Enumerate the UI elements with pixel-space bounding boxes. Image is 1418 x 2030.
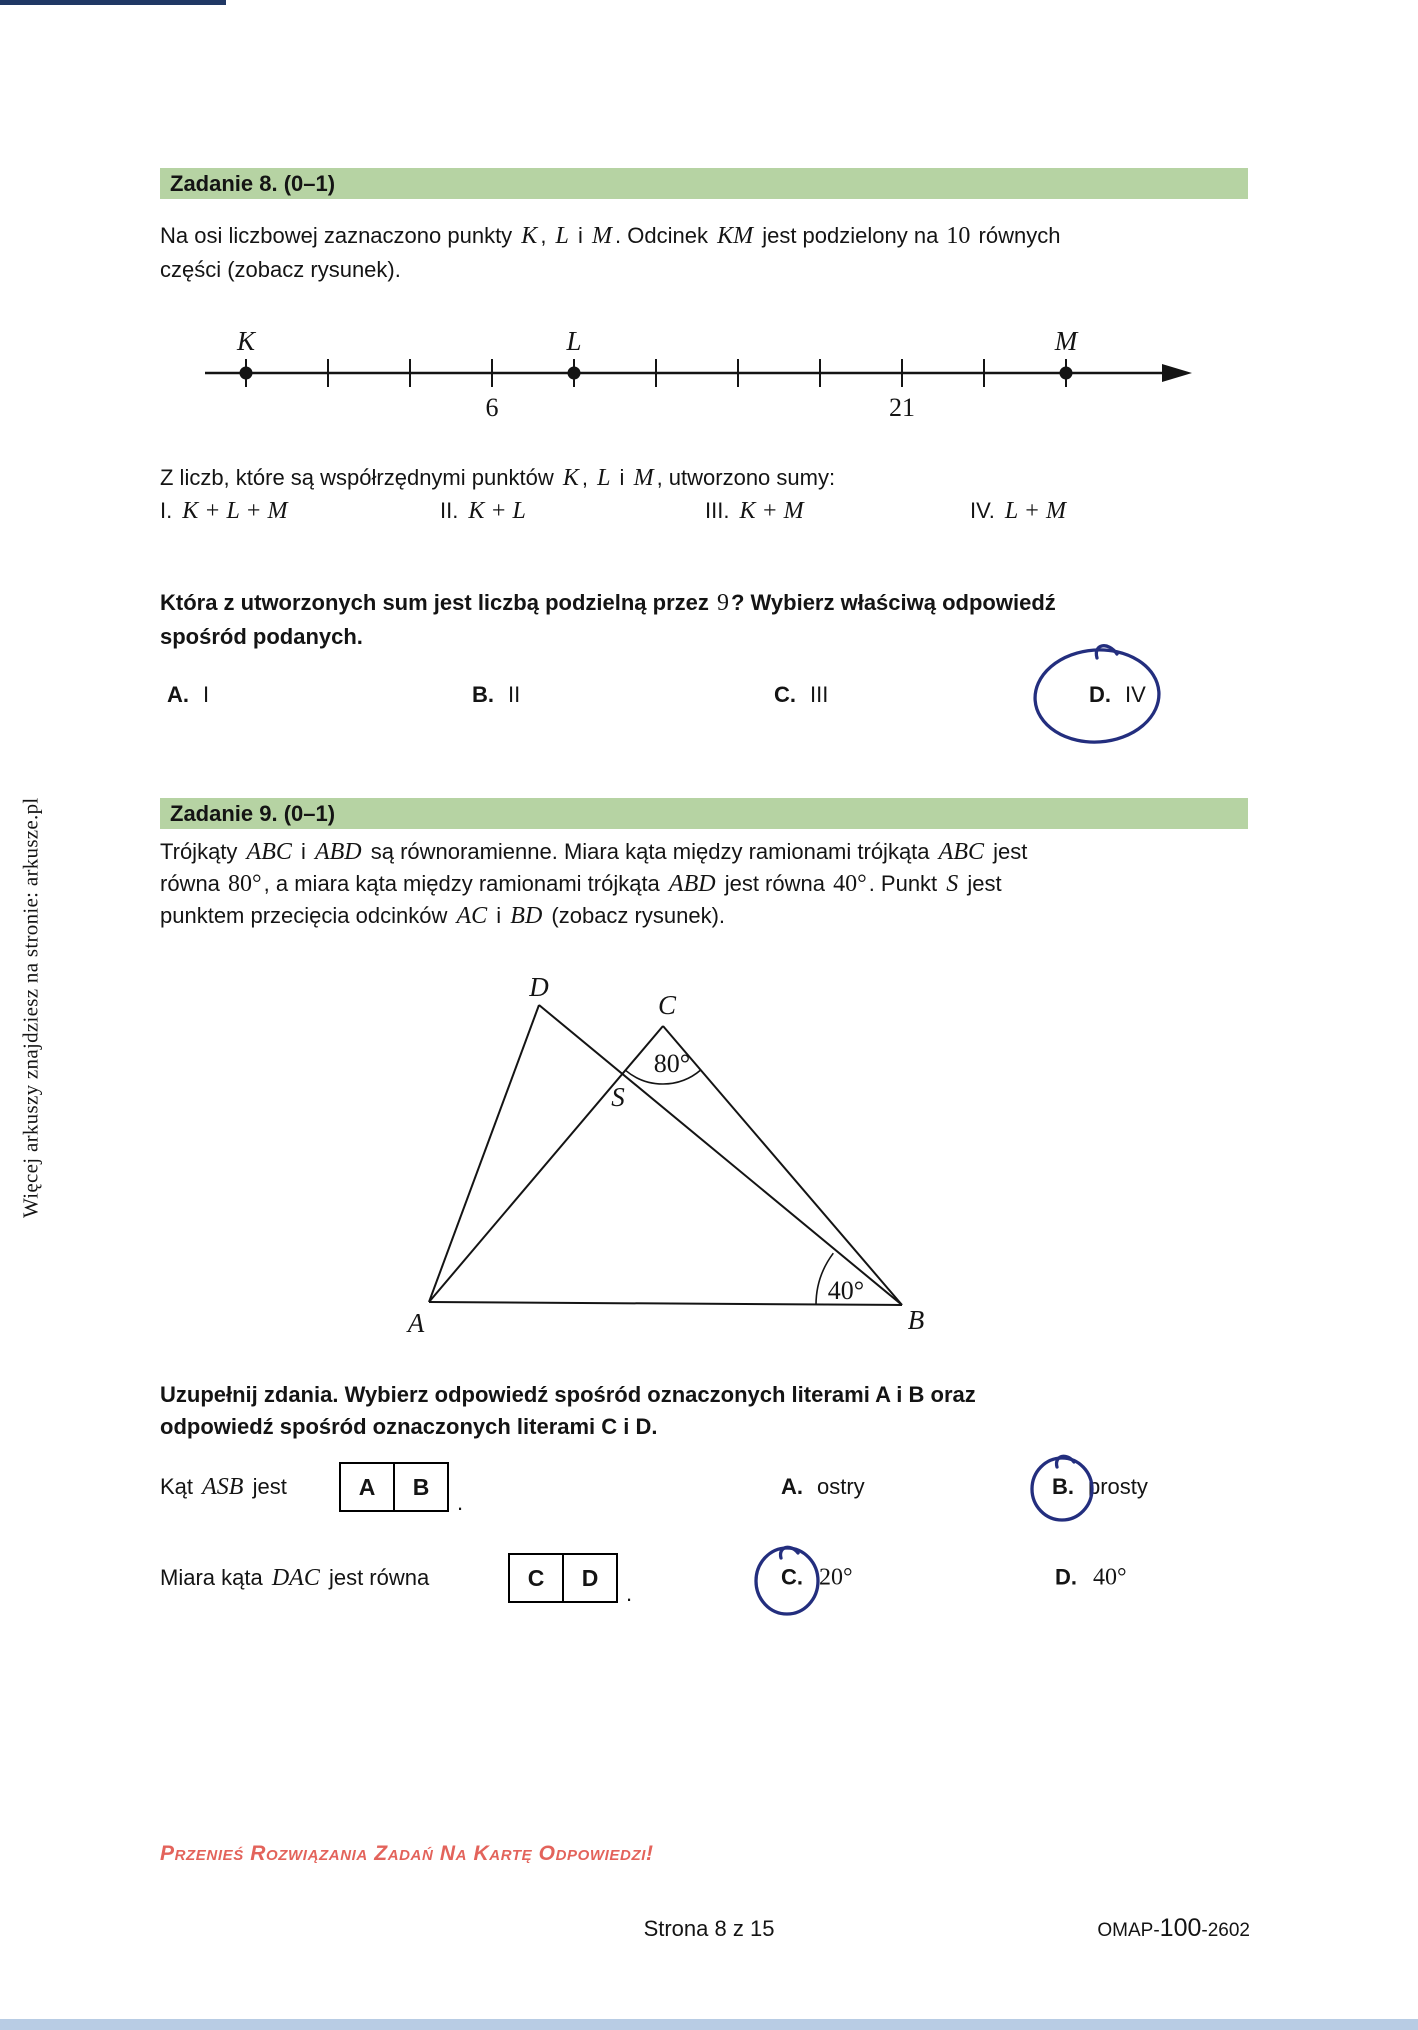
vertex-a-label: A [407, 1308, 425, 1338]
sum-item-3 [705, 498, 804, 525]
bottom-bar [0, 2019, 1418, 2030]
answer-option-a [167, 682, 209, 708]
document-code-mid: 100 [1159, 1914, 1202, 1942]
task9-intro-line2: równa 80°, a miara kąta między ramionami trójkąta ABD jest równa 40°. Punkt S jest [160, 871, 1002, 897]
sum-item-1 [160, 498, 288, 525]
number-line-figure [160, 320, 1240, 422]
task9-instruction-line1: Uzupełnij zdania. Wybierz odpowiedź spośród oznaczonych literami A i B oraz [160, 1382, 976, 1407]
task8-coords-line: Z liczb, które są współrzędnymi punktów K , L i M , utworzono sumy: [160, 465, 836, 491]
fill2-option-d [1055, 1565, 1129, 1592]
fill1-choice-box [339, 1462, 449, 1512]
sum-label: IV. [970, 498, 995, 523]
answer-value: prosty [1088, 1474, 1148, 1499]
task8-intro-line1: Na osi liczbowej zaznaczono punkty K , L i M . Odcinek KM jest podzielony na 10 równych [160, 223, 1061, 249]
page-number: Strona 8 z 15 [643, 1916, 775, 1941]
fill2-period: . [626, 1581, 633, 1606]
answer-value: I [203, 682, 210, 707]
sum-label: III. [705, 498, 730, 523]
choice-cell-d: D [562, 1555, 616, 1601]
transfer-note: Przenieś Rozwiązania Zadań Na Kartę Odpowiedzi! [160, 1842, 654, 1865]
sidebar-note: Więcej arkuszy znajdziesz na stronie: arkusze.pl [18, 797, 43, 1219]
task8-question-line2: spośród podanych. [160, 624, 363, 649]
document-code [1000, 1914, 1250, 1943]
point-l-label: L [566, 326, 582, 356]
choice-cell-a: A [358, 1473, 376, 1500]
document-code-suffix: -2602 [1201, 1920, 1250, 1941]
task8-question [160, 586, 1056, 653]
task8-header: Zadanie 8. (0–1) [160, 168, 1248, 199]
point-k-label: K [236, 326, 256, 356]
answer-letter: D. [1055, 1564, 1077, 1590]
ink-circle-answer-b [1022, 1452, 1104, 1526]
angle-40-label: 40° [827, 1276, 865, 1305]
angle-80-label: 80° [653, 1049, 691, 1078]
axis-number-21: 21 [889, 393, 915, 422]
vertex-d-label: D [529, 972, 549, 1002]
fill-row-dac [160, 1551, 1248, 1605]
sum-item-4 [970, 498, 1066, 525]
fill2-choice-box [508, 1553, 618, 1603]
task8-intro [160, 219, 1060, 286]
task9-intro-line1: Trójkąty ABC i ABD są równoramienne. Miara kąta między ramionami trójkąta ABC jest [160, 839, 1028, 865]
fill1-lead: Kąt ASB jest [160, 1474, 287, 1500]
ink-circle-answer-c [746, 1543, 830, 1621]
answer-value: ostry [817, 1474, 865, 1499]
task9-instruction-line2: odpowiedź spośród oznaczonych literami C i D. [160, 1414, 658, 1439]
document-code-prefix: OMAP- [1097, 1920, 1160, 1941]
top-rule [0, 0, 226, 5]
answer-value: 40° [1093, 1564, 1127, 1591]
task9-instruction [160, 1379, 976, 1443]
choice-cell-c: C [527, 1564, 545, 1591]
answer-letter: B. [1052, 1474, 1074, 1499]
sum-label: II. [440, 498, 459, 523]
answer-option-b [472, 682, 520, 708]
task8-coords-sentence [160, 461, 835, 495]
fill2-lead: Miara kąta DAC jest równa [160, 1565, 430, 1591]
answer-letter: A. [781, 1474, 803, 1499]
task8-sums-row [160, 498, 1248, 530]
point-m-label: M [1054, 326, 1078, 356]
fill1-period: . [457, 1490, 464, 1515]
fill1-option-a [781, 1474, 865, 1500]
task9-intro [160, 836, 1027, 932]
axis-number-6: 6 [485, 393, 499, 422]
answer-value: IV [1125, 682, 1146, 707]
point-m-dot [1060, 367, 1073, 380]
choice-cell-b: B [393, 1464, 447, 1510]
sum-expr: K + L [468, 498, 526, 524]
task9-header: Zadanie 9. (0–1) [160, 798, 1248, 829]
task9-intro-line3: punktem przecięcia odcinków AC i BD (zobacz rysunek). [160, 903, 726, 929]
answer-option-c [774, 682, 828, 708]
answer-value: 20° [819, 1564, 853, 1591]
answer-letter: C. [781, 1564, 803, 1590]
sum-expr: K + M [739, 498, 804, 524]
answer-letter: A. [167, 682, 189, 707]
task8-question-line1: Która z utworzonych sum jest liczbą podzielną przez 9? Wybierz właściwą odpowiedź [160, 590, 1056, 616]
ink-circle-answer-d [1018, 638, 1178, 756]
task8-intro-line2: części (zobacz rysunek). [160, 257, 401, 282]
sum-expr: K + L + M [182, 498, 288, 524]
answer-value: II [508, 682, 521, 707]
point-s-label: S [611, 1082, 625, 1112]
answer-letter: B. [472, 682, 494, 707]
answer-letter: C. [774, 682, 796, 707]
axis-arrow-icon [1162, 364, 1192, 382]
answer-value: III [810, 682, 829, 707]
point-k-dot [240, 367, 253, 380]
sum-item-2 [440, 498, 526, 525]
vertex-b-label: B [907, 1305, 925, 1335]
sum-expr: L + M [1004, 498, 1066, 524]
triangle-figure [300, 950, 980, 1390]
sum-label: I. [160, 498, 173, 523]
answer-letter: D. [1089, 682, 1111, 707]
point-l-dot [568, 367, 581, 380]
vertex-c-label: C [657, 990, 677, 1020]
